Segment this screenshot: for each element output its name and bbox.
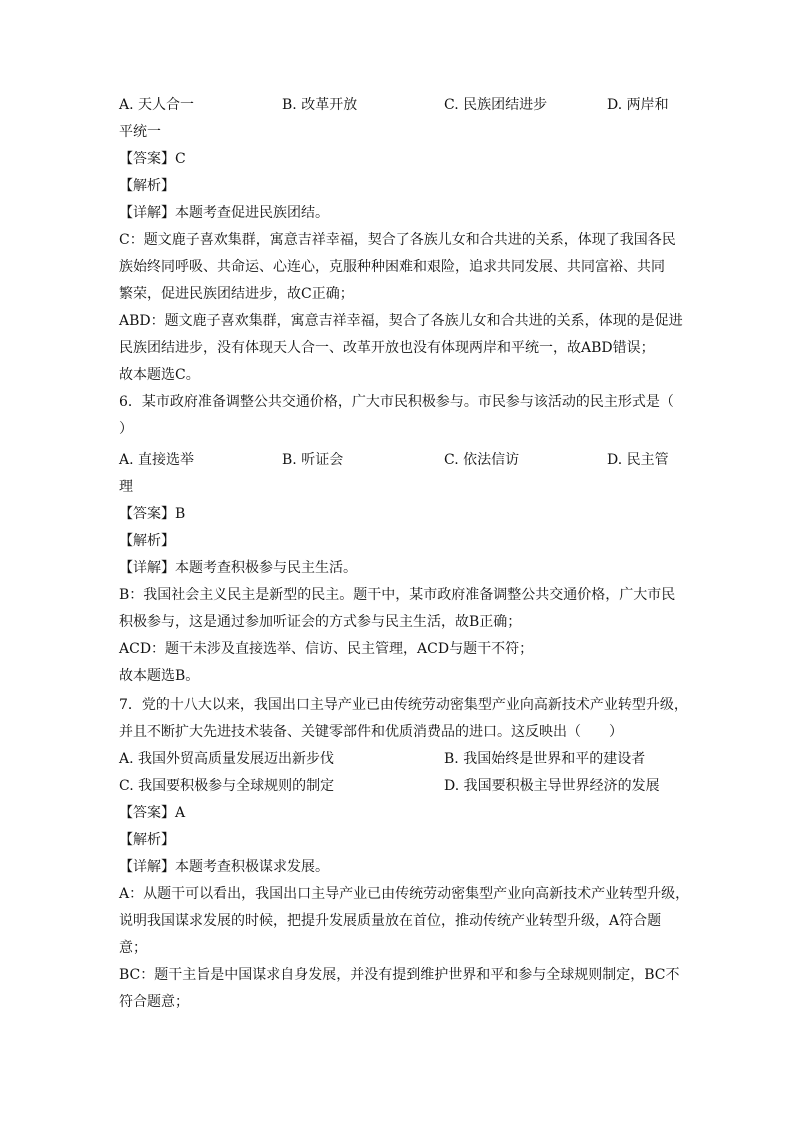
q7-analysis-heading: 【解析】: [119, 832, 175, 848]
q7-bc-line-2: 符合题意；: [119, 994, 189, 1010]
q6-b-line-1: B：我国社会主义民主是新型的民主。题干中，某市政府准备调整公共交通价格，广大市民: [119, 587, 676, 603]
q6-b-line-2: 积极参与，这是通过参加听证会的方式参与民主生活，故B正确；: [119, 614, 522, 630]
q7-stem-line-1: 7．党的十八大以来，我国出口主导产业已由传统劳动密集型产业向高新技术产业转型升级，: [119, 697, 688, 713]
q5-answer: 【答案】C: [119, 151, 186, 167]
q7-option-d: D. 我国要积极主导世界经济的发展: [444, 778, 660, 794]
q5-c-line-2: 族始终同呼吸、共命运、心连心，克服种种困难和艰险，追求共同发展、共同富裕、共同: [119, 259, 665, 275]
q6-acd-line: ACD：题干未涉及直接选举、信访、民主管理，ACD与题干不符；: [119, 641, 534, 657]
q6-option-d: D. 民主管: [607, 452, 669, 468]
q7-a-line-2: 说明我国谋求发展的时候，把提升发展质量放在首位，推动传统产业转型升级，A符合题: [119, 913, 662, 929]
q7-detail: 【详解】本题考查积极谋求发展。: [119, 859, 329, 875]
q5-option-d: D. 两岸和: [607, 97, 669, 113]
q6-option-a: A. 直接选举: [119, 452, 195, 468]
q7-option-b: B. 我国始终是世界和平的建设者: [444, 751, 646, 767]
q7-answer: 【答案】A: [119, 805, 186, 821]
q6-stem-line-2: ）: [119, 421, 133, 437]
q6-option-c: C. 依法信访: [444, 452, 520, 468]
q5-conclusion: 故本题选C。: [119, 367, 200, 383]
q6-answer: 【答案】B: [119, 506, 186, 522]
q7-bc-line-1: BC：题干主旨是中国谋求自身发展，并没有提到维护世界和平和参与全球规则制定，BC不: [119, 967, 680, 983]
q5-option-b: B. 改革开放: [282, 97, 358, 113]
q7-a-line-1: A：从题干可以看出，我国出口主导产业已由传统劳动密集型产业向高新技术产业转型升级，: [119, 886, 690, 902]
q7-option-a: A. 我国外贸高质量发展迈出新步伐: [119, 751, 335, 767]
q6-option-wrap: 理: [119, 479, 133, 495]
q5-analysis-heading: 【解析】: [119, 178, 175, 194]
q6-option-b: B. 听证会: [282, 452, 344, 468]
q5-detail: 【详解】本题考查促进民族团结。: [119, 205, 329, 221]
q5-abd-line-2: 民族团结进步，没有体现天人合一、改革开放也没有体现两岸和平统一，故ABD错误；: [119, 340, 655, 356]
q5-abd-line-1: ABD：题文鹿子喜欢集群，寓意吉祥幸福，契合了各族儿女和合共进的关系，体现的是促进: [119, 313, 683, 329]
q6-detail: 【详解】本题考查积极参与民主生活。: [119, 560, 357, 576]
q5-c-line-1: C：题文鹿子喜欢集群，寓意吉祥幸福，契合了各族儿女和合共进的关系，体现了我国各民: [119, 232, 676, 248]
q5-option-c: C. 民族团结进步: [444, 97, 548, 113]
q7-option-c: C. 我国要积极参与全球规则的制定: [119, 778, 335, 794]
q6-stem-line-1: 6．某市政府准备调整公共交通价格，广大市民积极参与。市民参与该活动的民主形式是（: [119, 394, 674, 410]
q6-analysis-heading: 【解析】: [119, 533, 175, 549]
q7-stem-line-2: 并且不断扩大先进技术装备、关键零部件和优质消费品的进口。这反映出（ ）: [119, 724, 623, 740]
q7-a-line-3: 意；: [119, 940, 147, 956]
q6-conclusion: 故本题选B。: [119, 668, 200, 684]
q5-option-wrap: 平统一: [119, 124, 161, 140]
q5-option-a: A. 天人合一: [119, 97, 195, 113]
q5-c-line-3: 繁荣，促进民族团结进步，故C正确；: [119, 286, 354, 302]
